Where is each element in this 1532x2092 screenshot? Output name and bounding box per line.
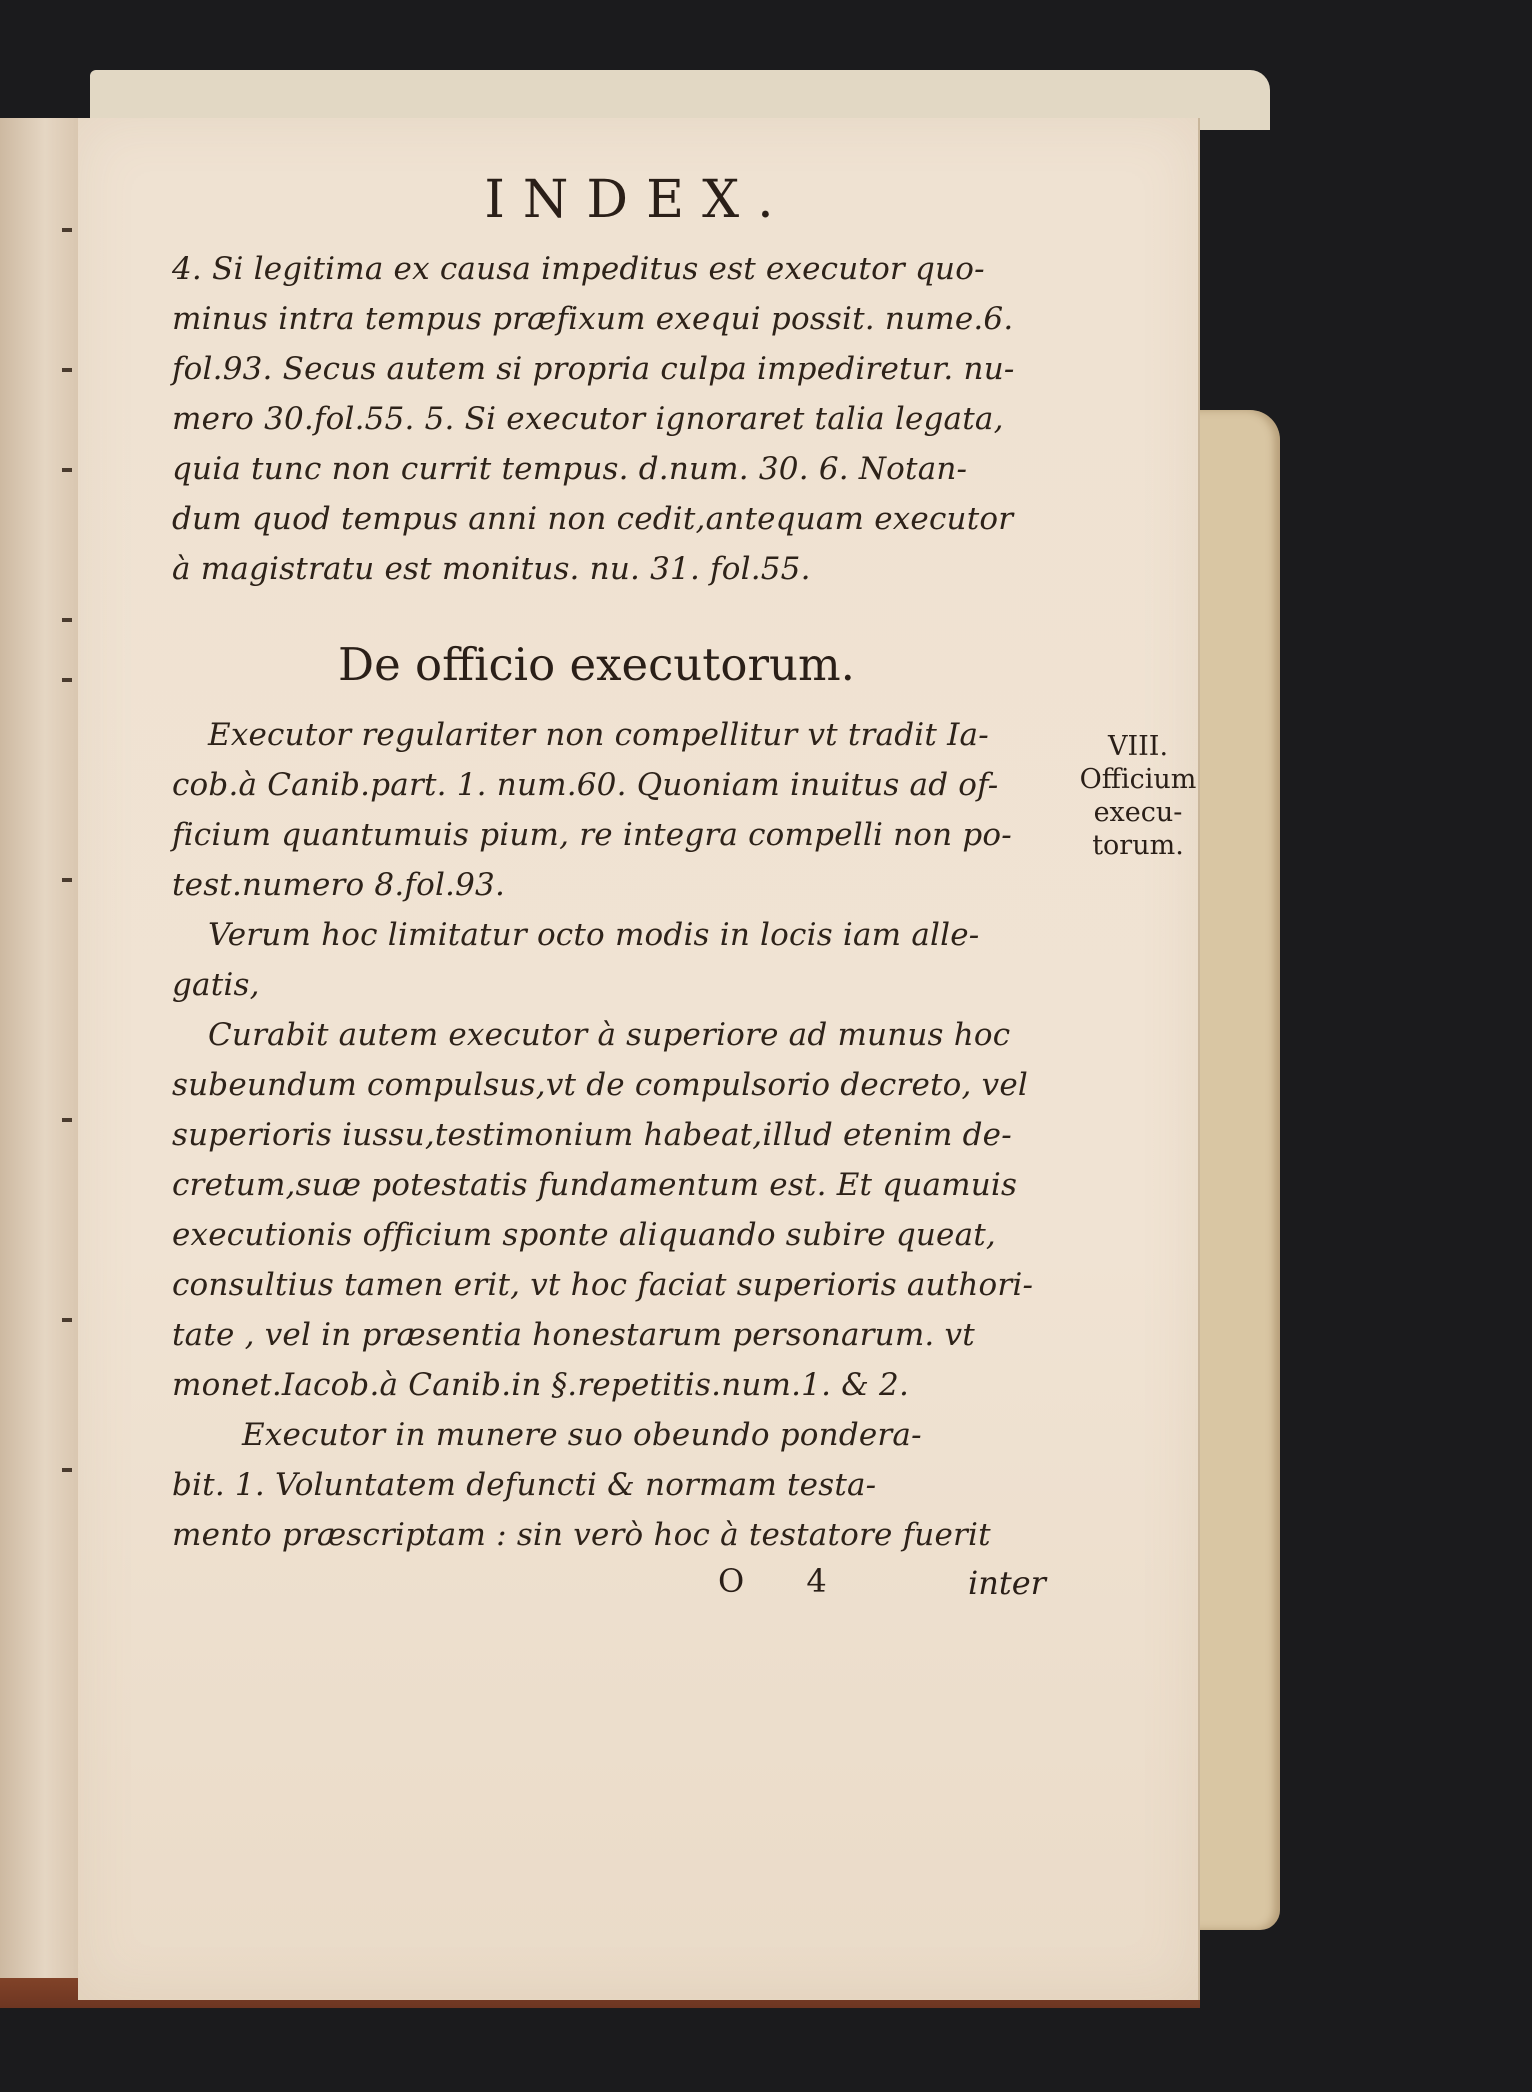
text-line: tate , vel in præsentia honestarum personarum. vt (172, 1317, 975, 1353)
running-header: INDEX. (484, 170, 792, 230)
text-line: executionis officium sponte aliquando subire queat, (172, 1217, 996, 1253)
text-line: mero 30.fol.55. 5. Si executor ignoraret talia legata, (172, 401, 1004, 437)
margin-note (1053, 730, 1223, 862)
margin-note-line: torum. (1092, 830, 1184, 861)
text-line: Verum hoc limitatur octo modis in locis iam alle- (208, 917, 980, 953)
section-heading: De officio executorum. (338, 638, 855, 691)
book-page (78, 118, 1198, 2000)
text-line: cob.à Canib.part. 1. num.60. Quoniam inuitus ad of- (172, 767, 999, 803)
text-line: monet.Iacob.à Canib.in §.repetitis.num.1. & 2. (172, 1367, 910, 1403)
text-line: cretum,suæ potestatis fundamentum est. Et quamuis (172, 1167, 1018, 1203)
signature-mark: O 4 (718, 1562, 853, 1600)
margin-note-line: execu- (1093, 797, 1183, 828)
text-line: consultius tamen erit, vt hoc faciat superioris authori- (172, 1267, 1034, 1303)
catchword: inter (968, 1564, 1046, 1602)
text-line: Executor regulariter non compellitur vt tradit Ia- (208, 717, 989, 753)
text-line: ficium quantumuis pium, re integra compelli non po- (172, 817, 1012, 853)
text-line: superioris iussu,testimonium habeat,illud etenim de- (172, 1117, 1012, 1153)
index-entry-paragraph (172, 244, 1052, 594)
facing-page (0, 118, 84, 1978)
text-line: subeundum compulsus,vt de compulsorio decreto, vel (172, 1067, 1028, 1103)
section-body (172, 710, 1052, 1560)
margin-note-line: Officium (1079, 764, 1197, 795)
text-line: test.numero 8.fol.93. (172, 867, 506, 903)
margin-note-line: VIII. (1107, 731, 1169, 762)
text-line: 4. Si legitima ex causa impeditus est executor quo- (172, 251, 985, 287)
text-line: bit. 1. Voluntatem defuncti & normam testa- (172, 1467, 877, 1503)
text-line: Curabit autem executor à superiore ad munus hoc (208, 1017, 1011, 1053)
text-line: minus intra tempus præfixum exequi possit. nume.6. (172, 301, 1014, 337)
text-line: quia tunc non currit tempus. d.num. 30. 6. Notan- (172, 451, 968, 487)
text-line: mento præscriptam : sin verò hoc à testatore fuerit (172, 1517, 991, 1553)
text-line: à magistratu est monitus. nu. 31. fol.55. (172, 551, 811, 587)
text-line: dum quod tempus anni non cedit,antequam executor (172, 501, 1014, 537)
text-line: Executor in munere suo obeundo pondera- (242, 1417, 922, 1453)
text-line: fol.93. Secus autem si propria culpa impediretur. nu- (172, 351, 1015, 387)
text-line: gatis, (172, 967, 260, 1003)
